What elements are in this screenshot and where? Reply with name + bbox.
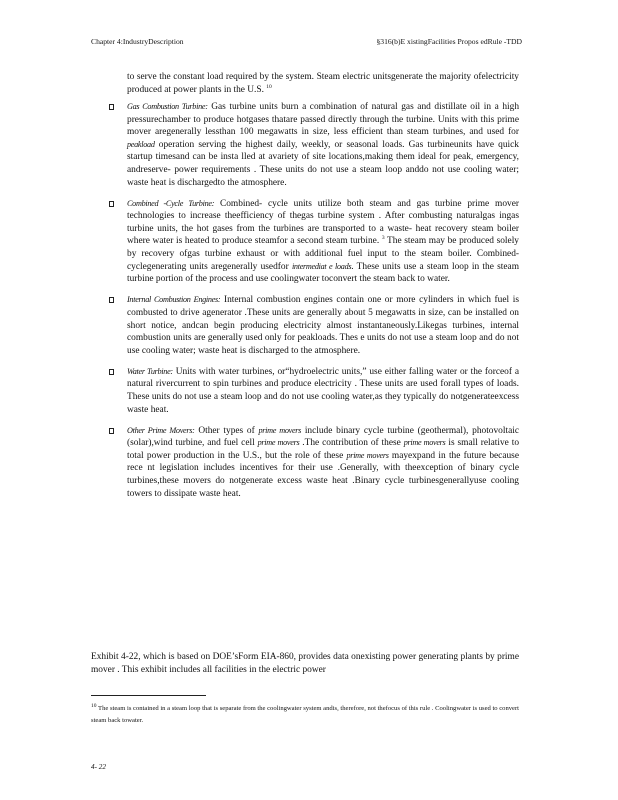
list-item-text: mayexpand in the future because rece nt legislation includes incentives for their use .Generally, with theexception of binary cycle turbines,these movers do notgenerate excess waste heat .Binary cycle turbinesgenerallyuse cooling towers to dissipate waste heat.: [127, 450, 519, 499]
list-item-text: operation serving the highest daily, weekly, or seasonal loads. Gas turbineunits have quick startup timesand can be insta lled at avariety of site locations,making them ideal for peak, emergency, andreserve- power requirements . These units do not use a steam loop anddo not use cooling water; waste heat is dischargedto the atmosphere.: [127, 139, 519, 188]
italic-term: prime movers: [257, 438, 300, 448]
continuation-text: to serve the constant load required by the system. Steam electric unitsgenerate the majority ofelectricity produced at power plants in the U.S.: [127, 72, 519, 95]
bullet-box-icon: [109, 104, 114, 110]
prime-mover-list: [108, 101, 519, 509]
bullet-box-icon: [109, 428, 114, 434]
italic-term: intermediat e loads: [291, 261, 352, 271]
header-chapter-title: Chapter 4:IndustryDescription: [91, 37, 184, 46]
list-item-text: is small relative to total power production in the U.S., but the role of these: [127, 438, 520, 461]
list-item-label: Internal Combustion Engines:: [127, 295, 221, 305]
list-item-text: Internal combustion engines contain one or more cylinders in which fuel is combusted to drive agenerator .These units are generally about 5 megawatts in size, can be installed on short notice, andcan begin producing electricity almost instantaneously.Likegas turbines, internal combustion units are generally used only for peakloads. Thes e units do not use a steam loop and do not use cooling water; waste heat is discharged to the atmosphere.: [127, 295, 520, 356]
list-item-text: Units with water turbines, or“hydroelectric units,” use either falling water or the forceof a natural rivercurrent to spin turbines and produce electricity . These units are used forall types of loads. These units do not use a steam loop and do not use cooling water,as they typically do notgenerateexcess waste heat.: [127, 366, 520, 415]
italic-term: prime movers: [258, 425, 302, 435]
list-item-water-turbine: [108, 366, 519, 416]
list-item-label: Combined -Cycle Turbine:: [127, 198, 215, 208]
bullet-box-icon: [109, 369, 114, 375]
list-item-label: Water Turbine:: [127, 366, 173, 376]
list-item-combined-cycle-turbine: [108, 198, 519, 286]
continuation-paragraph: [127, 71, 519, 96]
italic-term: prime movers: [403, 438, 446, 448]
bullet-box-icon: [109, 297, 114, 303]
list-item-text: The steam may be produced solely by recovery ofgas turbine exhaust or with additional fuel input to the steam boiler. Combined- cyclegenerating units aregenerally usedfor: [127, 236, 519, 272]
list-item-other-prime-movers: [108, 425, 519, 501]
list-item-internal-combustion-engines: [108, 294, 519, 357]
footnote-reference: 10: [266, 83, 272, 90]
footnote-number: 10: [91, 702, 97, 709]
exhibit-paragraph: Exhibit 4-22, which is based on DOE’sForm EIA-860, provides data onexisting power generating plants by prime mover . This exhibit includes all facilities in the electric power: [91, 652, 519, 676]
list-item-text: . These units use a steam loop in the steam turbine portion of the process and use coolingwater toconvert the steam back to water.: [127, 261, 519, 285]
list-item-label: Other Prime Movers:: [127, 425, 195, 435]
list-item-text: .The contribution of these: [299, 438, 404, 449]
footnote-divider: [91, 695, 206, 696]
list-item-text: Other types of: [198, 425, 259, 436]
list-item-text: Combined- cycle units utilize both steam and gas turbine prime mover technologies to increase theefficiency of thegas turbine system . After combusting naturalgas ingas turbine units, the hot gases from the turbines are transported to a waste- heat recovery steam boiler where water is heated to produce steamfor a second steam turbine.: [127, 198, 520, 247]
page-number: 4- 22: [91, 763, 106, 771]
list-item-text: include binary cycle turbine (geothermal), photovoltaic (solar),wind turbine, and fuel cell: [127, 425, 519, 449]
footnote: [91, 703, 519, 726]
italic-term: prime movers: [346, 450, 389, 460]
list-item-gas-combustion-turbine: [108, 101, 519, 189]
bullet-box-icon: [109, 201, 114, 207]
header-section-title: §316(b)E xistingFacilities Propos edRule -TDD: [376, 37, 522, 46]
footnote-reference: 3: [381, 235, 385, 242]
running-header: [91, 37, 522, 49]
italic-term: peakload: [127, 139, 155, 149]
list-item-label: Gas Combustion Turbine:: [127, 102, 208, 111]
footnote-text: The steam is contained in a steam loop that is separate from the coolingwater system andis, therefore, not thefocus of this rule . Coolingwater is used to convert steam back towater.: [91, 705, 519, 724]
list-item-text: Gas turbine units burn a combination of natural gas and distillate oil in a high pressurechamber to produce hotgases thatare passed directly through the turbine. Units with this prime mover aregenerally lessthan 100 megawatts in size, less efficient than steam turbines, and used for: [127, 102, 520, 138]
